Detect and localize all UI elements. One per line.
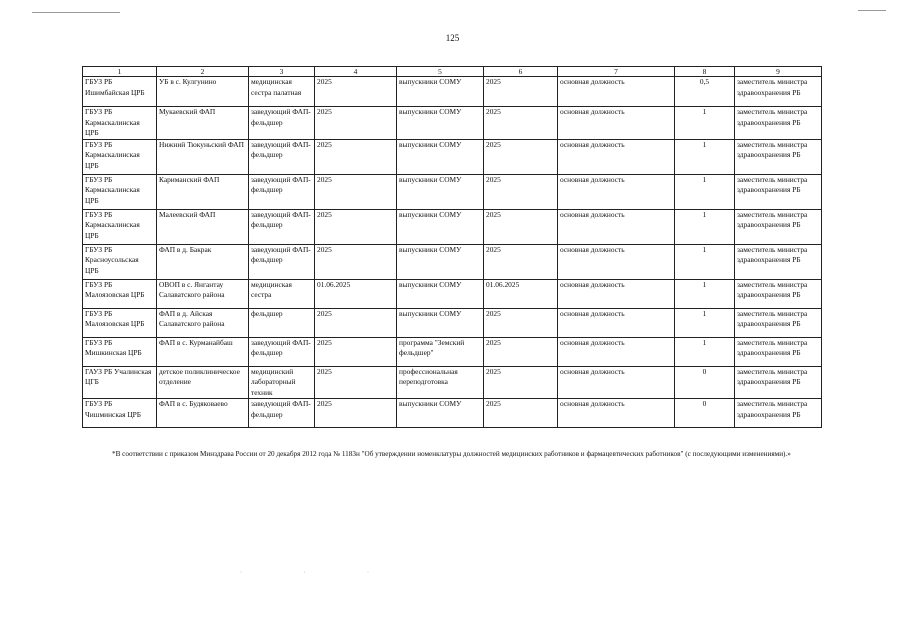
table-row [83,174,822,209]
table-cell: ГБУЗ РБ Кармаскалинская ЦРБ [83,139,157,174]
header-cell: 6 [484,67,558,77]
table-cell: 2025 [315,139,397,174]
table-cell: выпускники СОМУ [397,77,484,107]
table-cell: основная должность [558,337,675,366]
table-cell: заместитель министра здравоохранения РБ [735,209,822,244]
header-cell: 2 [157,67,249,77]
table-cell: выпускники СОМУ [397,174,484,209]
table-cell: 0 [675,366,735,399]
table-header-row [83,67,822,77]
table-cell: 2025 [484,174,558,209]
table-cell: основная должность [558,174,675,209]
table-cell: ОВОП в с. Янгантау Салаватского района [157,279,249,308]
table-cell: 2025 [315,107,397,140]
table-cell: ГБУЗ РБ Кармаскалинская ЦРБ [83,107,157,140]
header-cell: 9 [735,67,822,77]
footnote: *В соответствии с приказом Минздрава России от 20 декабря 2012 года № 1183н "Об утверждении номенклатуры должностей медицинских работников и фармацевтических работников" (с последующими изменениями).» [112,450,791,458]
table-row [83,279,822,308]
table-cell: 1 [675,337,735,366]
table-cell: выпускники СОМУ [397,399,484,428]
table-cell: выпускники СОМУ [397,139,484,174]
table-cell: выпускники СОМУ [397,107,484,140]
table-cell: заведующий ФАП-фельдшер [249,139,315,174]
header-cell: 5 [397,67,484,77]
table-cell: заместитель министра здравоохранения РБ [735,308,822,337]
table-cell: ФАП в с. Курманайбаш [157,337,249,366]
table-cell: выпускники СОМУ [397,244,484,279]
table-cell: заведующий ФАП-фельдшер [249,209,315,244]
staffing-table [82,66,822,428]
table-cell: Нижний Тюкуньский ФАП [157,139,249,174]
table-cell: 1 [675,279,735,308]
table-cell: 1 [675,308,735,337]
table-cell: программа "Земский фельдшер" [397,337,484,366]
table-cell: основная должность [558,366,675,399]
table-cell: 1 [675,244,735,279]
table-cell: 2025 [484,209,558,244]
table-row [83,244,822,279]
table-cell: 2025 [315,399,397,428]
table-cell: ГБУЗ РБ Красноусольская ЦРБ [83,244,157,279]
table-cell: ФАП в д. Айская Салаватского района [157,308,249,337]
header-cell: 3 [249,67,315,77]
table-cell: 2025 [484,366,558,399]
header-cell: 1 [83,67,157,77]
table-cell: 2025 [484,244,558,279]
table-cell: ГБУЗ РБ Кармаскалинская ЦРБ [83,209,157,244]
table-cell: 2025 [484,399,558,428]
table-cell: заместитель министра здравоохранения РБ [735,77,822,107]
table-cell: 2025 [484,77,558,107]
table-cell: заместитель министра здравоохранения РБ [735,399,822,428]
table-cell: 2025 [315,337,397,366]
table-cell: 1 [675,174,735,209]
table-cell: заведующий ФАП-фельдшер [249,174,315,209]
table-cell: основная должность [558,107,675,140]
table-cell: 0 [675,399,735,428]
scan-rule-top-left [32,12,120,13]
page-number: 125 [445,33,460,43]
table-cell: заведующий ФАП-фельдшер [249,107,315,140]
scan-rule-top-right [858,10,886,11]
table-cell: ФАП в с. Будяковаево [157,399,249,428]
table-cell: УБ в с. Кулгунино [157,77,249,107]
table-cell: 2025 [315,244,397,279]
header-cell: 4 [315,67,397,77]
table-cell: основная должность [558,244,675,279]
table-cell: 01.06.2025 [315,279,397,308]
table-cell: ГАУЗ РБ Учалинская ЦГБ [83,366,157,399]
table-cell: выпускники СОМУ [397,279,484,308]
table-cell: Малеевский ФАП [157,209,249,244]
table-cell: основная должность [558,279,675,308]
table-cell: 01.06.2025 [484,279,558,308]
table-cell: заместитель министра здравоохранения РБ [735,337,822,366]
table-cell: ГБУЗ РБ Ишимбайская ЦРБ [83,77,157,107]
header-cell: 7 [558,67,675,77]
table-row [83,77,822,107]
table-cell: фельдшер [249,308,315,337]
table-cell: 2025 [315,308,397,337]
table-cell: заместитель министра здравоохранения РБ [735,244,822,279]
table-cell: 2025 [484,107,558,140]
table-cell: выпускники СОМУ [397,308,484,337]
table-cell: 2025 [484,308,558,337]
table-cell: выпускники СОМУ [397,209,484,244]
table-cell: 2025 [315,209,397,244]
table-cell: заведующий ФАП-фельдшер [249,244,315,279]
table-cell: заместитель министра здравоохранения РБ [735,107,822,140]
table-cell: основная должность [558,308,675,337]
table-cell: заместитель министра здравоохранения РБ [735,174,822,209]
table-row [83,209,822,244]
table-cell: медицинская сестра [249,279,315,308]
table-cell: ГБУЗ РБ Малоязовская ЦРБ [83,279,157,308]
table-cell: профессиональная переподготовка [397,366,484,399]
table-cell: детское поликлиническое отделение [157,366,249,399]
table-row [83,107,822,140]
table-row [83,308,822,337]
table-cell: Кариманский ФАП [157,174,249,209]
table-row [83,337,822,366]
table-cell: 2025 [315,77,397,107]
table-cell: медицинский лабораторный техник [249,366,315,399]
table-cell: основная должность [558,139,675,174]
table-cell: заведующий ФАП-фельдшер [249,337,315,366]
table-cell: медицинская сестра палатная [249,77,315,107]
table-cell: заместитель министра здравоохранения РБ [735,366,822,399]
table-cell: ГБУЗ РБ Мишкинская ЦРБ [83,337,157,366]
table-cell: основная должность [558,209,675,244]
table-row [83,366,822,399]
scan-specks: · · · [240,570,399,576]
table-cell: основная должность [558,77,675,107]
table-cell: 2025 [484,337,558,366]
table-cell: 1 [675,107,735,140]
table-cell: 1 [675,139,735,174]
table-cell: Мукаевский ФАП [157,107,249,140]
table-row [83,139,822,174]
table-cell: 0,5 [675,77,735,107]
table-cell: ГБУЗ РБ Чишминская ЦРБ [83,399,157,428]
table-cell: 2025 [315,174,397,209]
table-cell: заместитель министра здравоохранения РБ [735,279,822,308]
table-cell: ФАП в д. Бакрак [157,244,249,279]
table-cell: заведующий ФАП-фельдшер [249,399,315,428]
table-cell: основная должность [558,399,675,428]
table-cell: 2025 [315,366,397,399]
table-row [83,399,822,428]
header-cell: 8 [675,67,735,77]
table-cell: ГБУЗ РБ Кармаскалинская ЦРБ [83,174,157,209]
table-cell: ГБУЗ РБ Малоязовская ЦРБ [83,308,157,337]
table-cell: 2025 [484,139,558,174]
table-cell: заместитель министра здравоохранения РБ [735,139,822,174]
table-cell: 1 [675,209,735,244]
